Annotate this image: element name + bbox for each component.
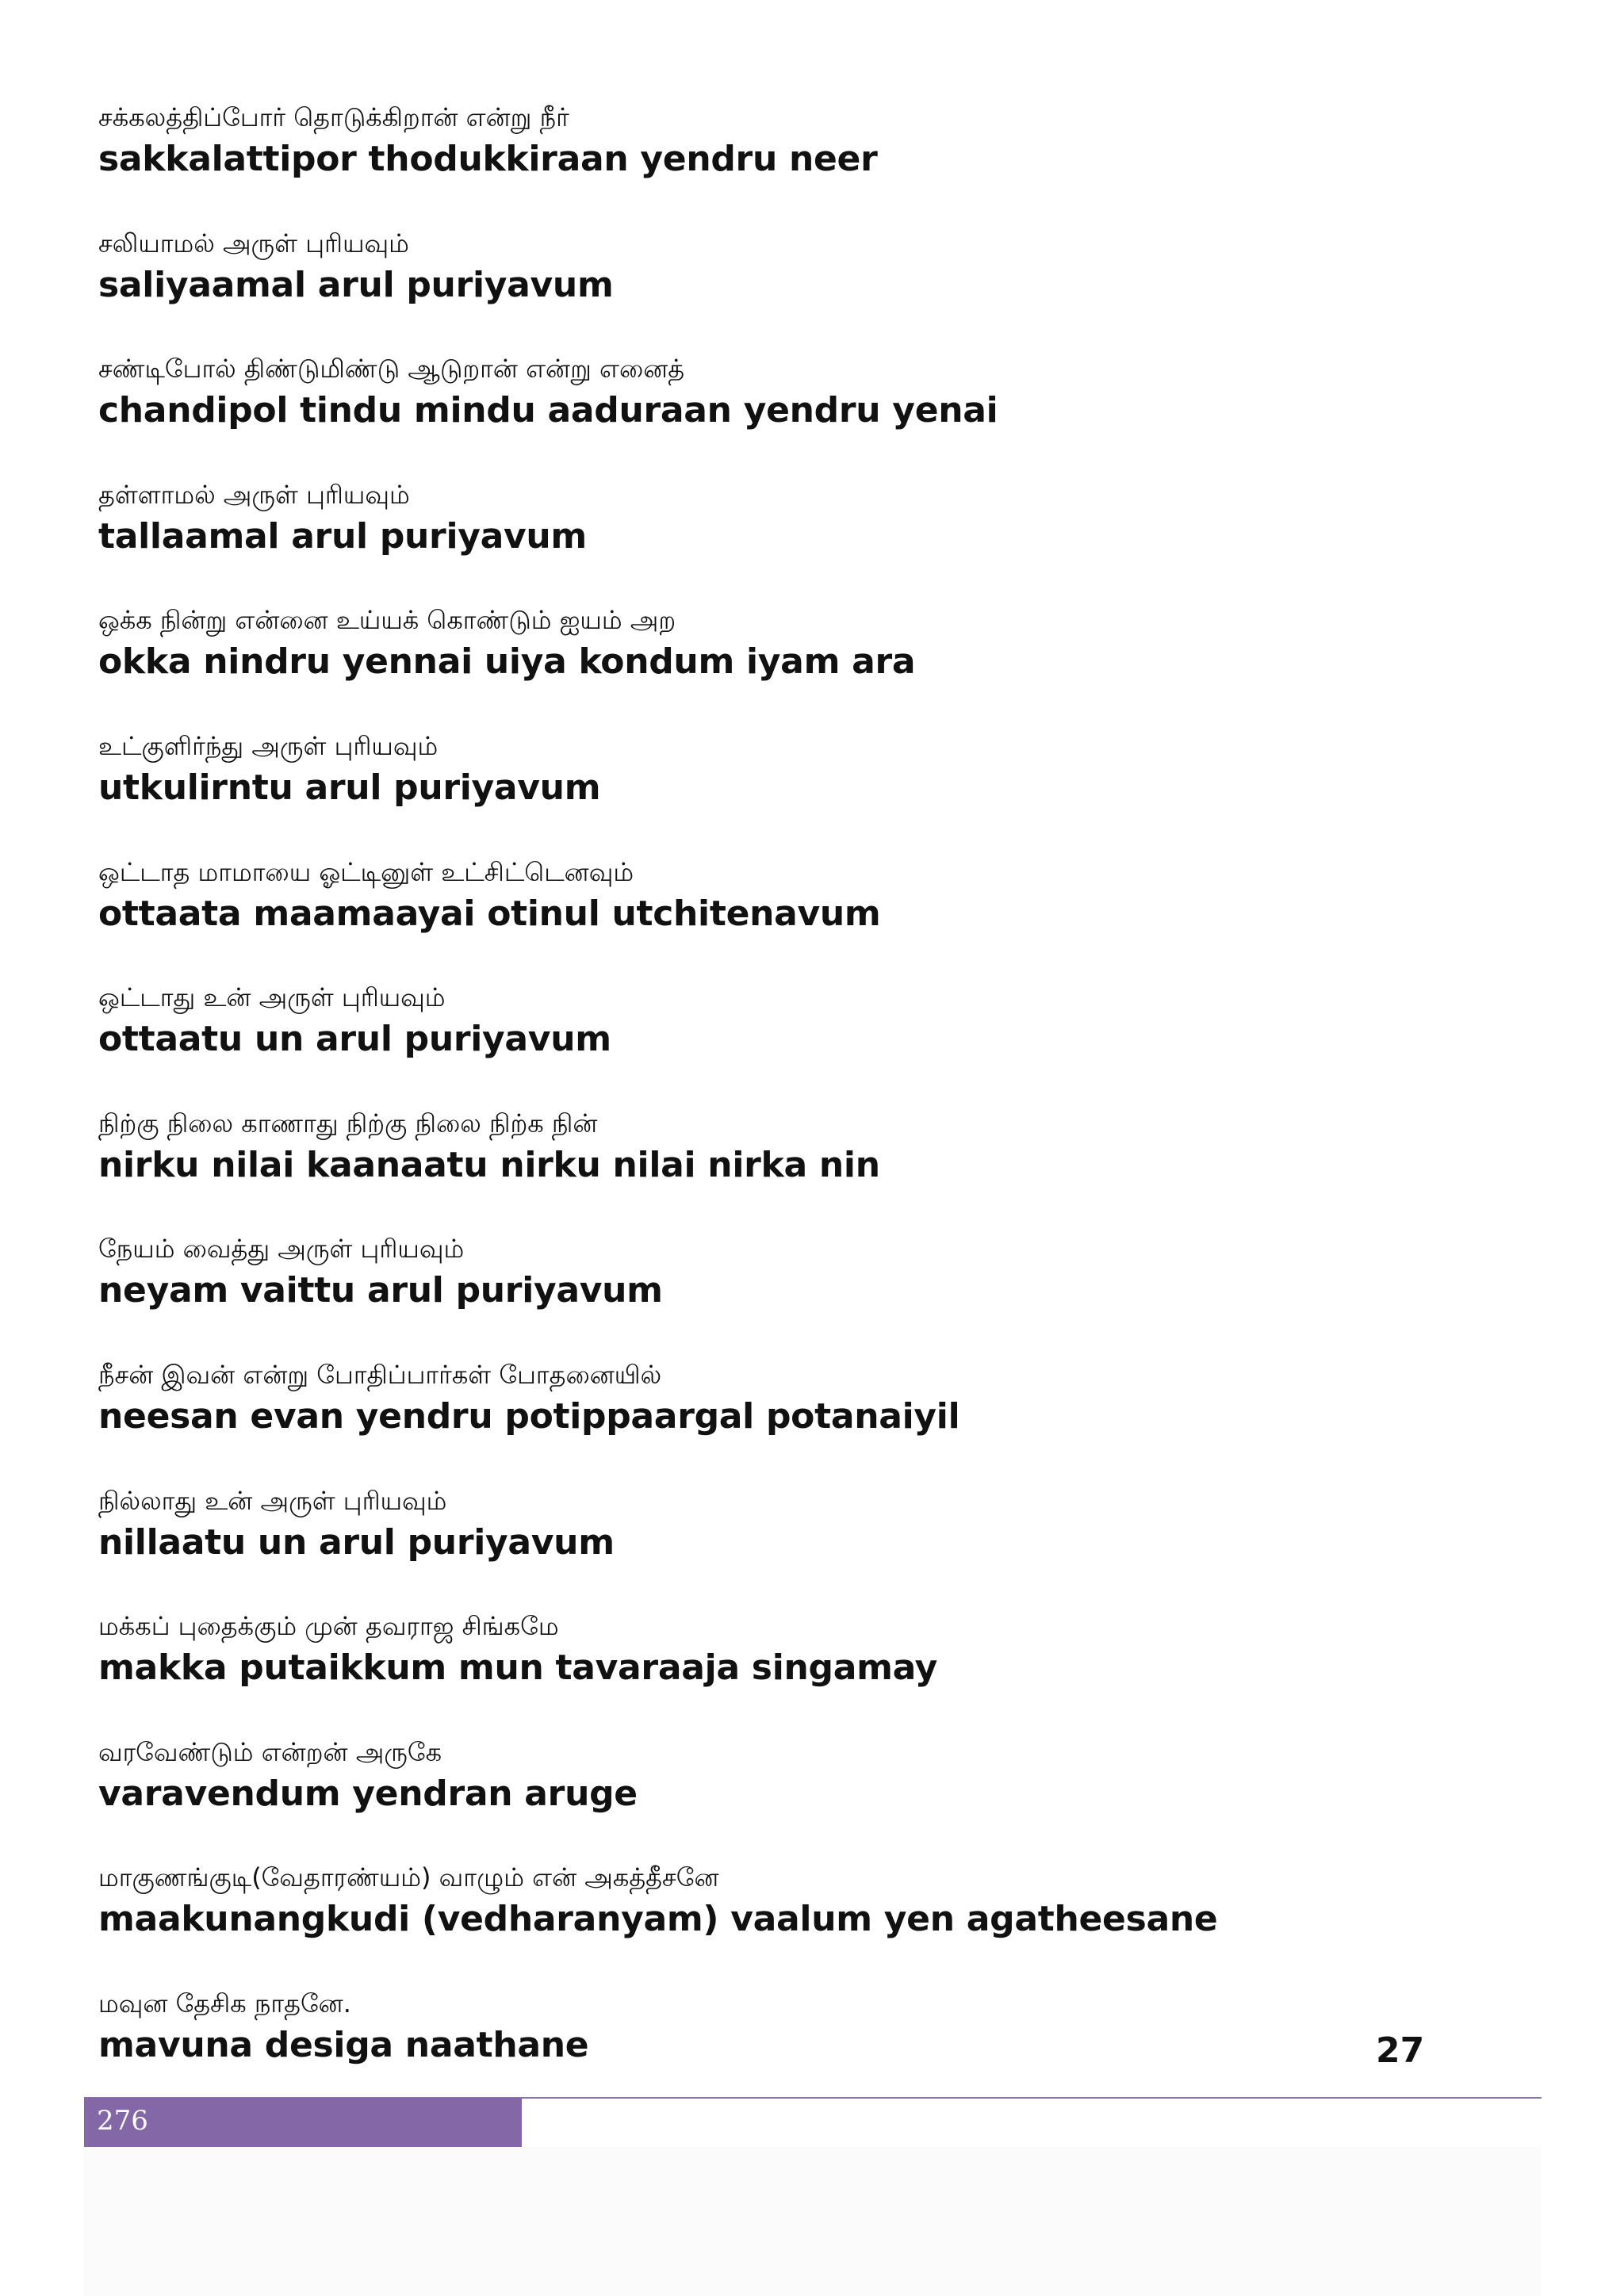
transliteration-line: ottaatu un arul puriyavum: [98, 1019, 611, 1060]
line-pair: [98, 479, 1542, 605]
line-pair: [98, 353, 1542, 479]
tamil-line: மாகுணங்குடி(வேதாரண்யம்) வாழும் என் அகத்தீசனே: [98, 1862, 719, 1893]
tamil-line: நீசன் இவன் என்று போதிப்பார்கள் போதனையில்: [98, 1359, 662, 1390]
transliteration-line: ottaata maamaayai otinul utchitenavum: [98, 893, 881, 934]
line-pair: [98, 1359, 1542, 1485]
tamil-line: ஒக்க நின்று என்னை உய்யக் கொண்டும் ஐயம் அற: [98, 605, 676, 636]
line-pair: [98, 1862, 1542, 1988]
verse-number: 27: [1376, 2030, 1425, 2071]
transliteration-line: varavendum yendran aruge: [98, 1773, 638, 1814]
tamil-line: சலியாமல் அருள் புரியவும்: [98, 228, 409, 258]
line-pair: [98, 101, 1542, 228]
tamil-line: ஒட்டாத மாமாயை ஓட்டினுள் உட்சிட்டெனவும்: [98, 856, 634, 887]
line-pair: [98, 1233, 1542, 1359]
line-pair: [98, 228, 1542, 354]
page-number: 276: [97, 2105, 148, 2137]
line-pair: [98, 856, 1542, 982]
transliteration-line: makka putaikkum mun tavaraaja singamay: [98, 1647, 938, 1689]
footer-area: [84, 2147, 1542, 2296]
tamil-line: மக்கப் புதைக்கும் முன் தவராஜ சிங்கமே: [98, 1611, 559, 1642]
line-pair: [98, 730, 1542, 856]
line-pair: [98, 1610, 1542, 1736]
transliteration-line: neyam vaittu arul puriyavum: [98, 1270, 663, 1311]
line-pair: [98, 604, 1542, 730]
tamil-line: நிற்கு நிலை காணாது நிற்கு நிலை நிற்க நின்: [98, 1108, 598, 1138]
transliteration-line: tallaamal arul puriyavum: [98, 515, 587, 557]
line-pair: [98, 1485, 1542, 1611]
line-pair: [98, 1988, 1542, 2114]
tamil-line: உட்குளிர்ந்து அருள் புரியவும்: [98, 730, 439, 761]
tamil-line: தள்ளாமல் அருள் புரியவும்: [98, 479, 410, 510]
verse-lines: [98, 101, 1542, 2114]
transliteration-line: chandipol tindu mindu aaduraan yendru yenai: [98, 390, 998, 431]
tamil-line: நேயம் வைத்து அருள் புரியவும்: [98, 1234, 465, 1265]
transliteration-line: saliyaamal arul puriyavum: [98, 264, 614, 305]
transliteration-line: maakunangkudi (vedharanyam) vaalum yen agatheesane: [98, 1899, 1218, 1940]
tamil-line: சண்டிபோல் திண்டுமிண்டு ஆடுறான் என்று எனைத்: [98, 354, 685, 385]
transliteration-line: nillaatu un arul puriyavum: [98, 1521, 615, 1563]
tamil-line: மவுன தேசிக நாதனே.: [98, 1988, 351, 2019]
transliteration-line: neesan evan yendru potippaargal potanaiyil: [98, 1395, 960, 1437]
transliteration-line: nirku nilai kaanaatu nirku nilai nirka nin: [98, 1144, 880, 1185]
tamil-line: ஒட்டாது உன் அருள் புரியவும்: [98, 982, 446, 1013]
transliteration-line: mavuna desiga naathane: [98, 2024, 589, 2065]
transliteration-line: sakkalattipor thodukkiraan yendru neer: [98, 139, 878, 179]
tamil-line: சக்கலத்திப்போர் தொடுக்கிறான் என்று நீர்: [98, 102, 569, 132]
page-number-tab: [84, 2098, 522, 2147]
line-pair: [98, 1736, 1542, 1862]
transliteration-line: okka nindru yennai uiya kondum iyam ara: [98, 641, 916, 683]
line-pair: [98, 982, 1542, 1108]
tamil-line: நில்லாது உன் அருள் புரியவும்: [98, 1485, 447, 1516]
transliteration-line: utkulirntu arul puriyavum: [98, 767, 601, 808]
line-pair: [98, 1108, 1542, 1234]
tamil-line: வரவேண்டும் என்றன் அருகே: [98, 1736, 442, 1767]
